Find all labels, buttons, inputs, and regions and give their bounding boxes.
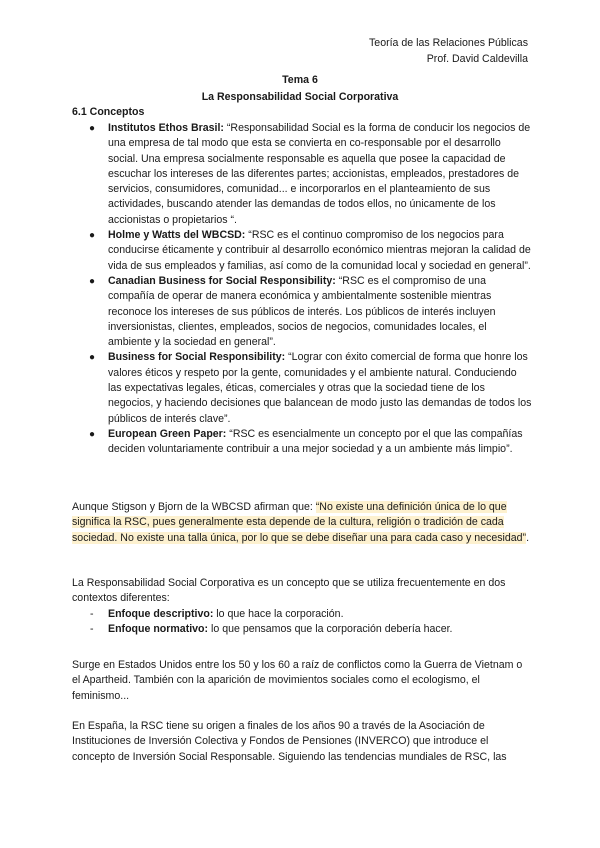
list-item [72, 350, 532, 426]
bullet-icon: ● [89, 352, 96, 364]
list-item [72, 427, 532, 458]
header-professor: Prof. David Caldevilla [426, 53, 528, 65]
stigson-intro: Aunque Stigson y Bjorn de la WBCSD afirman que: [72, 501, 316, 513]
bullet-icon: ● [89, 123, 96, 134]
item-text: lo que hace la corporación. [213, 608, 344, 620]
item-text: “Responsabilidad Social es la forma de conducir los negocios de una empresa de tal modo que esta se convierta en co-responsable por el desarrollo social. Una empresa socialmente responsable es aquella que posee la capacidad de escuchar los intereses de las diferentes partes; accionistas, empleados, prestadores de servicios, consumidores, comunidad... e incorporarlos en el planteamiento de sus actividades, buscando atender las demandas de todos ellos, no únicamente de los accionistas o propietarios “. [108, 122, 531, 226]
item-text: “Lograr con éxito comercial de forma que honre los valores éticos y respeto por la gente, comunidades y el ambiente natural. Conduciendo las expectativas legales, éticas, comerciales y otras que la sociedad tiene de los negocios, y haciendo decisiones que balancean de modo justo las demandas de todos los públicos de interés clave”. [108, 351, 532, 425]
contexts-paragraph: La Responsabilidad Social Corporativa es un concepto que se utiliza frecuentemente en dos contextos diferentes: [72, 577, 506, 605]
item-text: “RSC es esencialmente un concepto por el que las compañías deciden voluntariamente contribuir a una mejor sociedad y a un ambiente más limpio”. [108, 427, 523, 456]
spain-paragraph: En España, la RSC tiene su origen a finales de los años 90 a través de la Asociación de Instituciones de Inversión Colectiva y Fondos de Pensiones (INVERCO) que introduce el concepto de Inversión Social Responsable. Siguiendo las tendencias mundiales de RSC, las [72, 720, 507, 763]
origin-paragraph: Surge en Estados Unidos entre los 50 y los 60 a raíz de conflictos como la Guerra de Vietnam o el Apartheid. También con la aparición de movimientos sociales como el ecologismo, el feminismo... [72, 659, 523, 702]
item-term: Institutos Ethos Brasil: [108, 122, 224, 134]
page-header [369, 35, 528, 67]
list-item [72, 607, 530, 622]
item-term: Holme y Watts del WBCSD: [108, 229, 246, 242]
item-text: lo que pensamos que la corporación debería hacer. [208, 623, 453, 636]
item-term: Canadian Business for Social Responsibility: [108, 274, 336, 287]
header-course: Teoría de las Relaciones Públicas [369, 37, 528, 49]
list-item [72, 228, 532, 274]
bullet-icon: ● [89, 275, 96, 287]
document-title [0, 72, 600, 106]
highlighted-quote: “No existe una definición única de lo que significa la RSC, pues generalmente esta depende de la cultura, religión o tradición de cada sociedad. No existe una talla única, por lo que se debe diseñar una para cada caso y necesidad” [72, 501, 527, 544]
contexts-list [72, 607, 530, 638]
list-item [72, 121, 532, 228]
list-item [72, 622, 530, 637]
item-text: “RSC es el continuo compromiso de los negocios para conducirse éticamente y contribuir al desarrollo económico mientras mejoran la calidad de vida de sus empleados y familias, así como de la comunidad local y sociedad en general”. [108, 229, 531, 272]
item-term: Business for Social Responsibility: [108, 351, 286, 364]
topic-title: La Responsabilidad Social Corporativa [201, 91, 399, 103]
topic-number: Tema 6 [282, 74, 318, 86]
bullet-icon: ● [89, 428, 96, 440]
item-term: Enfoque normativo: [108, 623, 209, 636]
list-item [72, 274, 532, 350]
section-heading: 6.1 Conceptos [72, 106, 145, 118]
item-text: “RSC es el compromiso de una compañía de operar de manera económica y ambientalmente sostenible mientras reconoce los intereses de sus públicos de interés. Los públicos de interés incluyen inversionistas, clientes, empleados, socios de negocios, comunidades locales, el ambiente y la sociedad en general”. [108, 274, 496, 349]
stigson-paragraph [72, 500, 530, 546]
dash-icon: - [90, 608, 94, 620]
dash-icon: - [90, 623, 94, 636]
stigson-end: . [526, 531, 530, 544]
item-term: European Green Paper: [108, 427, 227, 440]
item-term: Enfoque descriptivo: [108, 608, 214, 620]
concepts-list [72, 121, 532, 458]
bullet-icon: ● [89, 230, 96, 242]
